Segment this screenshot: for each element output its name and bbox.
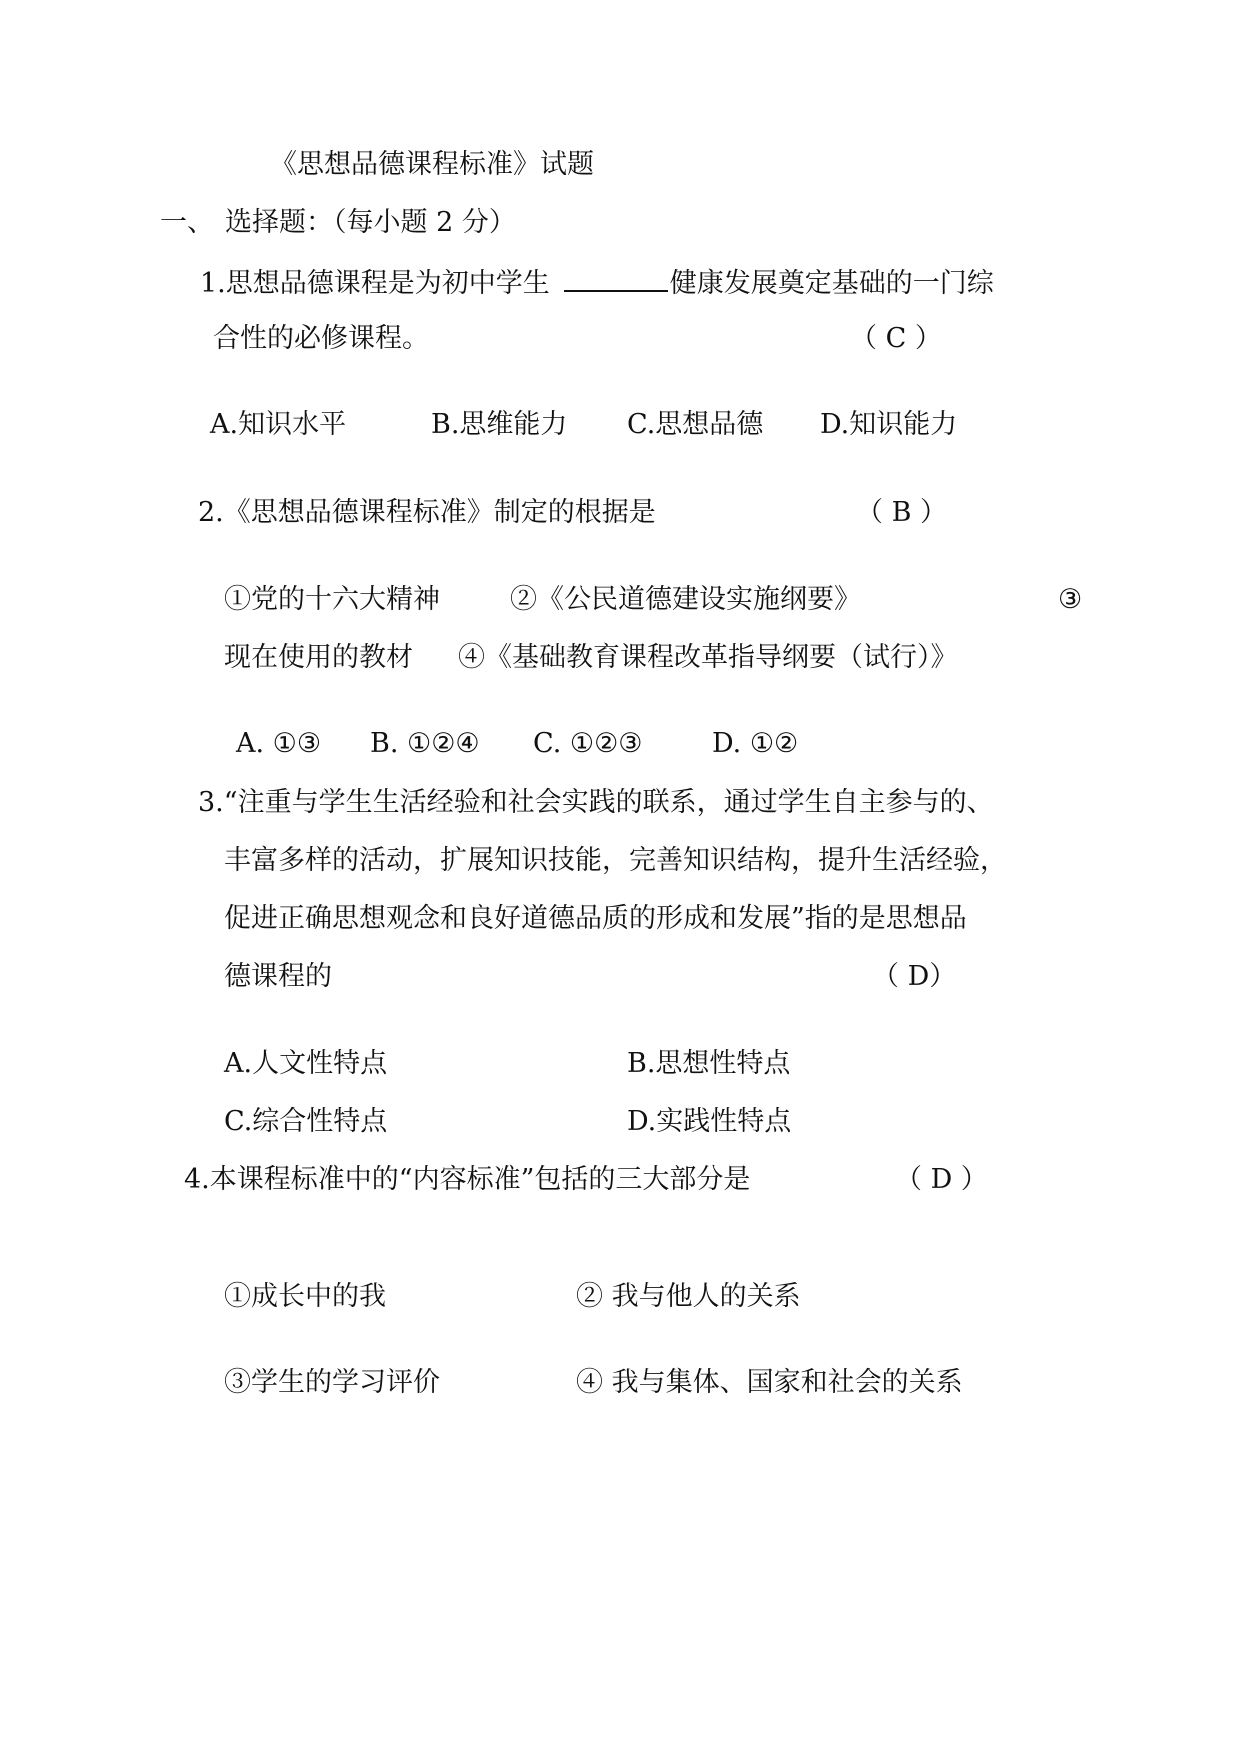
q4-item-2: ② 我与他人的关系	[576, 1281, 801, 1312]
q3-stem-line1: 3.“注重与学生生活经验和社会实践的联系，通过学生自主参与的、	[198, 787, 994, 818]
q2-item-2: ②《公民道德建设实施纲要》	[510, 584, 861, 615]
q3-stem-line3: 促进正确思想观念和良好道德品质的形成和发展”指的是思想品	[224, 903, 967, 934]
q2-answer: （ B ）	[856, 497, 948, 528]
q3-option-b: B.思想性特点	[627, 1048, 791, 1079]
q1-option-c: C.思想品德	[627, 409, 764, 440]
q3-stem-line4: 德课程的	[224, 961, 332, 992]
q1-fill-blank	[564, 264, 668, 292]
q3-option-a: A.人文性特点	[224, 1048, 388, 1079]
section-heading: 选择题：（每小题 2 分）	[225, 207, 516, 238]
q1-stem-line1	[200, 264, 994, 301]
q1-stem-after: 健康发展奠定基础的一门综	[669, 268, 994, 299]
q2-option-a: A. ①③	[236, 728, 322, 759]
q4-item-4: ④ 我与集体、国家和社会的关系	[576, 1367, 963, 1398]
q2-option-b: B. ①②④	[370, 728, 480, 759]
q1-stem-line2: 合性的必修课程。	[213, 323, 429, 354]
q3-option-d: D.实践性特点	[627, 1106, 792, 1137]
q2-item-3-mark: ③	[1058, 584, 1083, 615]
page-title: 《思想品德课程标准》试题	[270, 149, 594, 180]
q1-answer: （ C ）	[850, 323, 942, 354]
q2-item-3-text: 现在使用的教材	[224, 642, 413, 673]
q4-stem: 4.本课程标准中的“内容标准”包括的三大部分是	[184, 1164, 751, 1195]
q4-answer: （ D ）	[895, 1164, 988, 1195]
section-number: 一、	[160, 207, 214, 238]
q3-stem-line2: 丰富多样的活动，扩展知识技能，完善知识结构，提升生活经验，	[224, 845, 1007, 876]
q3-option-c: C.综合性特点	[224, 1106, 388, 1137]
q1-option-b: B.思维能力	[431, 409, 568, 440]
q4-item-1: ①成长中的我	[224, 1281, 386, 1312]
q1-stem-before: 1.思想品德课程是为初中学生	[200, 268, 550, 299]
q2-item-1: ①党的十六大精神	[224, 584, 440, 615]
q2-option-c: C. ①②③	[533, 728, 643, 759]
q2-stem: 2.《思想品德课程标准》制定的根据是	[198, 497, 656, 528]
q3-answer: （ D）	[872, 961, 957, 992]
q2-item-4: ④《基础教育课程改革指导纲要（试行）》	[458, 642, 958, 673]
q1-option-a: A.知识水平	[210, 409, 347, 440]
q1-option-d: D.知识能力	[820, 409, 958, 440]
q2-option-d: D. ①②	[712, 728, 799, 759]
q4-item-3: ③学生的学习评价	[224, 1367, 440, 1398]
